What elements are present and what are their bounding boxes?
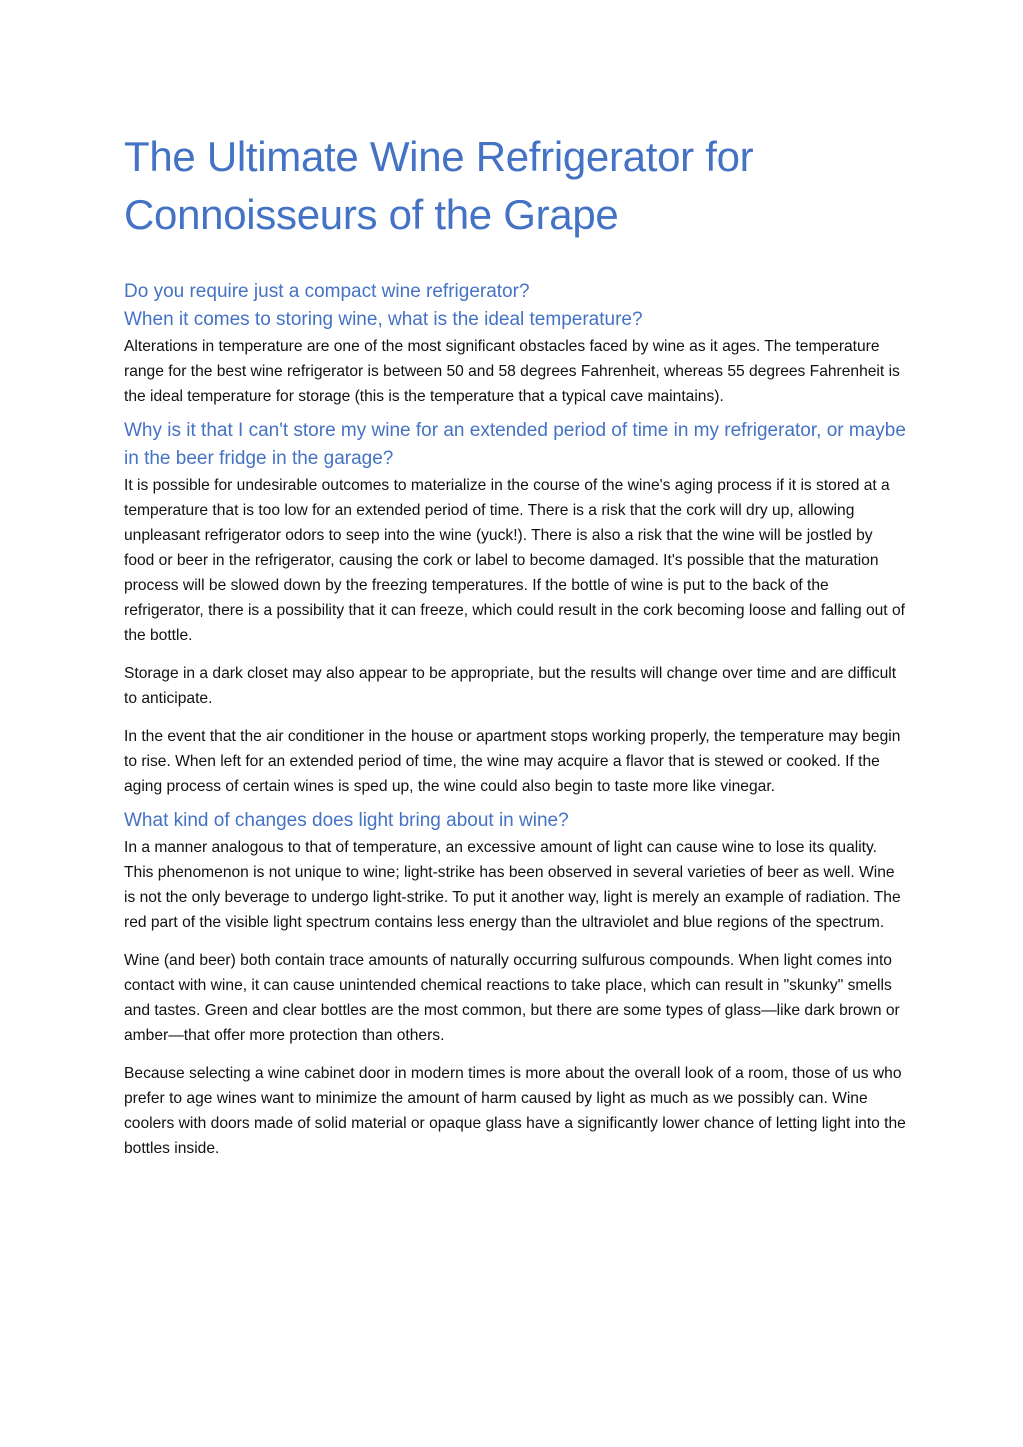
paragraph-sulfurous-compounds: Wine (and beer) both contain trace amounts of naturally occurring sulfurous compounds. When light comes into contact with wine, it can cause unintended chemical reactions to take place, which can result in "skunky" smells and tastes. Green and clear bottles are the most common, but there are some types of glass—like dark brown or amber—that offer more protection than others. (124, 952, 900, 1044)
paragraph-ideal-temperature: Alterations in temperature are one of the most significant obstacles faced by wine as it ages. The temperature range for the best wine refrigerator is between 50 and 58 degrees Fahrenheit, whereas 55 degrees Fahrenheit is the ideal temperature for storage (this is the temperature that a typical cave maintains). (124, 338, 900, 405)
document-page (124, 128, 906, 1174)
section-heading-ideal-temperature: When it comes to storing wine, what is the ideal temperature? (124, 309, 643, 330)
paragraph-cabinet-door: Because selecting a wine cabinet door in modern times is more about the overall look of a room, those of us who prefer to age wines want to minimize the amount of harm caused by light as much as we possibly can. Wine coolers with doors made of solid material or opaque glass have a significantly lower chance of letting light into the bottles inside. (124, 1065, 906, 1157)
section-heading-compact-refrigerator: Do you require just a compact wine refrigerator? (124, 281, 530, 302)
section-heading-refrigerator-storage: Why is it that I can't store my wine for an extended period of time in my refrigerator, or maybe in the beer fridge in the garage? (124, 420, 906, 469)
section-heading-light-effects: What kind of changes does light bring about in wine? (124, 810, 569, 831)
paragraph-refrigerator-risks: It is possible for undesirable outcomes to materialize in the course of the wine's aging process if it is stored at a temperature that is too low for an extended period of time. There is a risk that the cork will dry up, allowing unpleasant refrigerator odors to seep into the wine (yuck!). There is also a risk that the wine will be jostled by food or beer in the refrigerator, causing the cork or label to become damaged. It's possible that the maturation process will be slowed down by the freezing temperatures. If the bottle of wine is put to the back of the refrigerator, there is a possibility that it can freeze, which could result in the cork becoming loose and falling out of the bottle. (124, 477, 905, 644)
paragraph-light-strike: In a manner analogous to that of temperature, an excessive amount of light can cause wine to lose its quality. This phenomenon is not unique to wine; light-strike has been observed in several varieties of beer as well. Wine is not the only beverage to undergo light-strike. To put it another way, light is merely an example of radiation. The red part of the visible light spectrum contains less energy than the ultraviolet and blue regions of the spectrum. (124, 839, 901, 931)
document-title: The Ultimate Wine Refrigerator for Connoisseurs of the Grape (124, 133, 754, 238)
paragraph-air-conditioner: In the event that the air conditioner in the house or apartment stops working properly, the temperature may begin to rise. When left for an extended period of time, the wine may acquire a flavor that is stewed or cooked. If the aging process of certain wines is sped up, the wine could also begin to taste more like vinegar. (124, 728, 901, 795)
paragraph-dark-closet: Storage in a dark closet may also appear to be appropriate, but the results will change over time and are difficult to anticipate. (124, 665, 897, 707)
